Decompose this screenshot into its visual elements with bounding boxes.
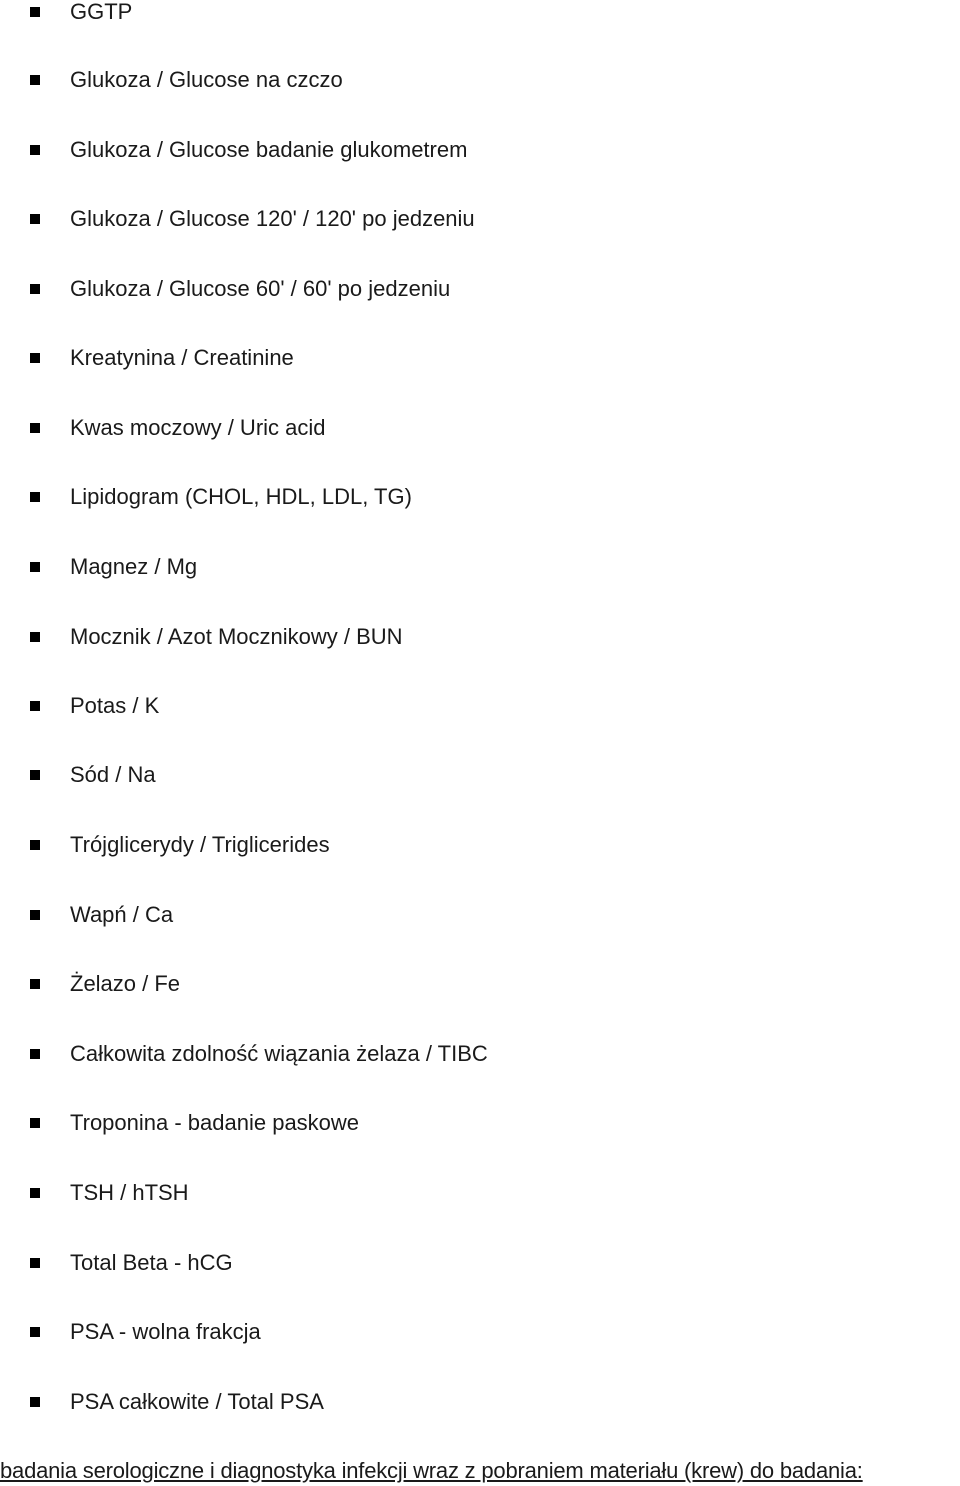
- square-bullet-icon: [30, 770, 40, 780]
- list-item: [0, 687, 900, 727]
- square-bullet-icon: [30, 562, 40, 572]
- list-item-label: GGTP: [70, 0, 133, 24]
- list-item: [0, 0, 900, 33]
- square-bullet-icon: [30, 840, 40, 850]
- list-item: [0, 1104, 900, 1144]
- section-heading: badania serologiczne i diagnostyka infekcji wraz z pobraniem materiału (krew) do badania:: [0, 1458, 863, 1483]
- square-bullet-icon: [30, 423, 40, 433]
- list-item: [0, 131, 900, 171]
- list-item-label: Kwas moczowy / Uric acid: [70, 415, 326, 440]
- square-bullet-icon: [30, 214, 40, 224]
- list-item: [0, 1313, 900, 1353]
- list-item: [0, 548, 900, 588]
- square-bullet-icon: [30, 979, 40, 989]
- list-item-label: Magnez / Mg: [70, 554, 198, 579]
- list-item: [0, 409, 900, 449]
- list-item-label: Wapń / Ca: [70, 902, 174, 927]
- square-bullet-icon: [30, 7, 40, 17]
- square-bullet-icon: [30, 1188, 40, 1198]
- list-item: [0, 270, 900, 310]
- list-item-label: Troponina - badanie paskowe: [70, 1110, 360, 1135]
- list-item: [0, 1174, 900, 1214]
- square-bullet-icon: [30, 701, 40, 711]
- list-item-label: Glukoza / Glucose 120' / 120' po jedzeniu: [70, 206, 475, 231]
- square-bullet-icon: [30, 284, 40, 294]
- list-item: [0, 1035, 900, 1075]
- list-item-label: Całkowita zdolność wiązania żelaza / TIBC: [70, 1041, 488, 1066]
- square-bullet-icon: [30, 1118, 40, 1128]
- square-bullet-icon: [30, 1327, 40, 1337]
- list-item: [0, 200, 900, 240]
- list-item: [0, 826, 900, 866]
- list-item: [0, 339, 900, 379]
- square-bullet-icon: [30, 75, 40, 85]
- square-bullet-icon: [30, 1258, 40, 1268]
- list-item-label: Glukoza / Glucose badanie glukometrem: [70, 137, 468, 162]
- square-bullet-icon: [30, 1397, 40, 1407]
- list-item-label: PSA - wolna frakcja: [70, 1319, 261, 1344]
- list-item-label: PSA całkowite / Total PSA: [70, 1389, 324, 1414]
- list-item-label: Glukoza / Glucose na czczo: [70, 67, 343, 92]
- list-item-label: Żelazo / Fe: [70, 971, 181, 996]
- square-bullet-icon: [30, 1049, 40, 1059]
- list-item-label: Kreatynina / Creatinine: [70, 345, 294, 370]
- list-item: [0, 1383, 900, 1423]
- list-item-label: Mocznik / Azot Mocznikowy / BUN: [70, 624, 403, 649]
- list-item-label: Total Beta - hCG: [70, 1250, 233, 1275]
- list-item-label: Potas / K: [70, 693, 160, 718]
- list-item: [0, 756, 900, 796]
- list-item: [0, 618, 900, 658]
- list-item: [0, 478, 900, 518]
- list-item-label: TSH / hTSH: [70, 1180, 189, 1205]
- square-bullet-icon: [30, 353, 40, 363]
- list-item-label: Sód / Na: [70, 762, 156, 787]
- square-bullet-icon: [30, 492, 40, 502]
- list-item: [0, 965, 900, 1005]
- list-item: [0, 896, 900, 936]
- list-item-label: Lipidogram (CHOL, HDL, LDL, TG): [70, 484, 412, 509]
- square-bullet-icon: [30, 632, 40, 642]
- list-item-label: Glukoza / Glucose 60' / 60' po jedzeniu: [70, 276, 451, 301]
- square-bullet-icon: [30, 145, 40, 155]
- square-bullet-icon: [30, 910, 40, 920]
- list-item-label: Trójglicerydy / Triglicerides: [70, 832, 330, 857]
- list-item: [0, 61, 900, 101]
- list-item: [0, 1244, 900, 1284]
